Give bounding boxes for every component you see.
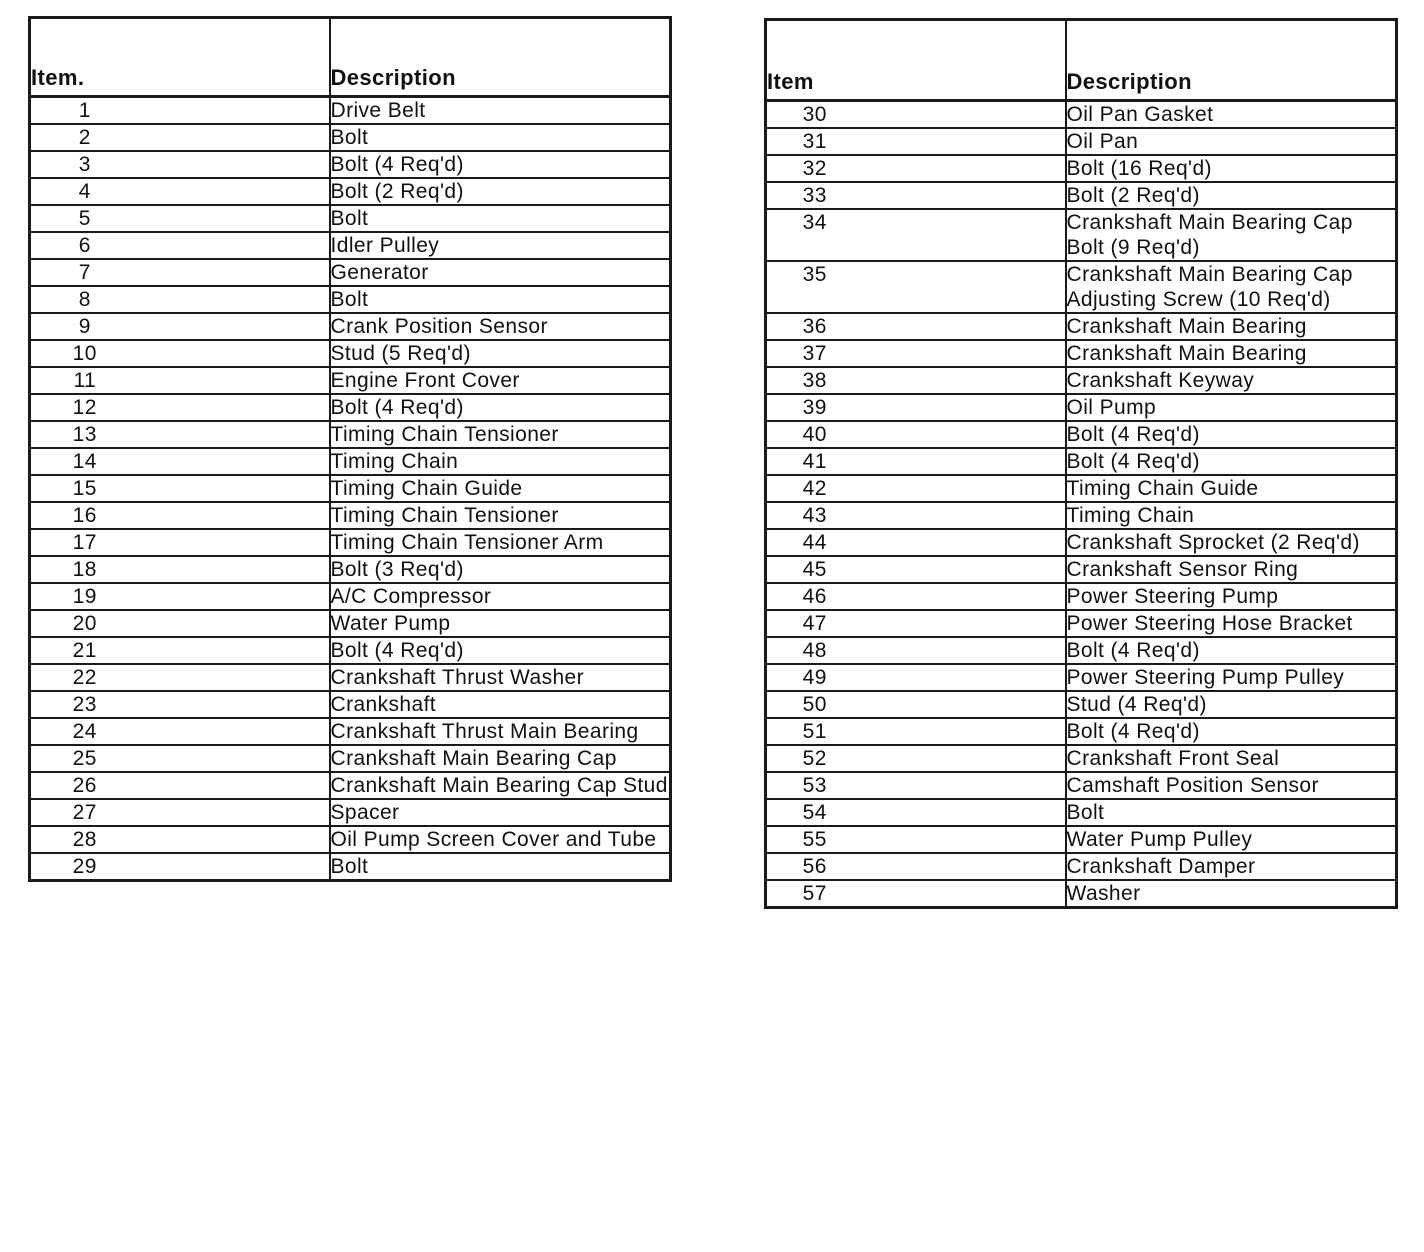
table-row xyxy=(766,394,1397,421)
description-column-header: Description xyxy=(330,18,671,97)
item-number: 53 xyxy=(766,772,1066,799)
item-number: 51 xyxy=(766,718,1066,745)
item-description: Bolt (16 Req'd) xyxy=(1066,155,1397,182)
item-description: Bolt xyxy=(330,205,671,232)
item-description: Crankshaft xyxy=(330,691,671,718)
item-description: Timing Chain Guide xyxy=(1066,475,1397,502)
item-description: Oil Pan Gasket xyxy=(1066,101,1397,129)
table-row xyxy=(766,826,1397,853)
item-number: 11 xyxy=(30,367,330,394)
table-row xyxy=(766,448,1397,475)
item-number: 44 xyxy=(766,529,1066,556)
item-description: Bolt (4 Req'd) xyxy=(330,637,671,664)
table-row xyxy=(30,340,671,367)
item-description: Bolt (4 Req'd) xyxy=(1066,637,1397,664)
item-description: Timing Chain Tensioner xyxy=(330,502,671,529)
item-number: 8 xyxy=(30,286,330,313)
table-row xyxy=(766,155,1397,182)
table-row xyxy=(766,421,1397,448)
item-description: Crankshaft Thrust Main Bearing xyxy=(330,718,671,745)
table-row xyxy=(30,745,671,772)
table-row xyxy=(766,182,1397,209)
item-number: 17 xyxy=(30,529,330,556)
table-row xyxy=(30,664,671,691)
item-description: Bolt xyxy=(330,286,671,313)
table-row xyxy=(766,367,1397,394)
header-row xyxy=(766,20,1397,101)
item-description: Bolt (4 Req'd) xyxy=(1066,421,1397,448)
item-number: 18 xyxy=(30,556,330,583)
table-row xyxy=(30,313,671,340)
table-row xyxy=(766,880,1397,908)
item-number: 56 xyxy=(766,853,1066,880)
item-description: Bolt xyxy=(330,124,671,151)
item-number: 4 xyxy=(30,178,330,205)
item-description: Engine Front Cover xyxy=(330,367,671,394)
table-row xyxy=(766,745,1397,772)
item-number: 37 xyxy=(766,340,1066,367)
item-description: Oil Pump Screen Cover and Tube xyxy=(330,826,671,853)
table-row xyxy=(766,853,1397,880)
item-description: Bolt xyxy=(1066,799,1397,826)
table-row xyxy=(30,178,671,205)
item-description: Timing Chain Tensioner Arm xyxy=(330,529,671,556)
item-number: 46 xyxy=(766,583,1066,610)
item-number: 55 xyxy=(766,826,1066,853)
item-description: Bolt (2 Req'd) xyxy=(330,178,671,205)
item-description: Crankshaft Thrust Washer xyxy=(330,664,671,691)
item-number: 5 xyxy=(30,205,330,232)
item-number: 32 xyxy=(766,155,1066,182)
table-row xyxy=(30,394,671,421)
table-row xyxy=(766,691,1397,718)
item-number: 48 xyxy=(766,637,1066,664)
parts-table-right xyxy=(764,18,1398,909)
table-row xyxy=(766,101,1397,129)
item-number: 52 xyxy=(766,745,1066,772)
item-description: Oil Pan xyxy=(1066,128,1397,155)
item-description: Crankshaft Main Bearing Cap Stud xyxy=(330,772,671,799)
table-row xyxy=(766,637,1397,664)
item-number: 6 xyxy=(30,232,330,259)
table-row xyxy=(30,448,671,475)
item-description: Crankshaft Damper xyxy=(1066,853,1397,880)
table-row xyxy=(30,124,671,151)
item-description: Drive Belt xyxy=(330,97,671,125)
item-description: Timing Chain Guide xyxy=(330,475,671,502)
item-column-header: Item xyxy=(766,20,1066,101)
table-row xyxy=(30,556,671,583)
parts-table-left xyxy=(28,16,672,882)
item-description: Power Steering Hose Bracket xyxy=(1066,610,1397,637)
item-description: Crankshaft Sprocket (2 Req'd) xyxy=(1066,529,1397,556)
item-description: A/C Compressor xyxy=(330,583,671,610)
item-number: 29 xyxy=(30,853,330,881)
item-description: Oil Pump xyxy=(1066,394,1397,421)
table-row xyxy=(766,718,1397,745)
item-description: Spacer xyxy=(330,799,671,826)
table-row xyxy=(30,853,671,881)
item-description: Crankshaft Main Bearing Cap xyxy=(330,745,671,772)
item-description: Crankshaft Keyway xyxy=(1066,367,1397,394)
item-number: 9 xyxy=(30,313,330,340)
item-number: 47 xyxy=(766,610,1066,637)
item-number: 36 xyxy=(766,313,1066,340)
item-description: Bolt (4 Req'd) xyxy=(1066,448,1397,475)
item-description: Bolt (4 Req'd) xyxy=(330,394,671,421)
table-row xyxy=(30,529,671,556)
item-description: Idler Pulley xyxy=(330,232,671,259)
table-row xyxy=(766,610,1397,637)
item-description: Crankshaft Main Bearing Cap Adjusting Screw (10 Req'd) xyxy=(1066,261,1397,313)
table-row xyxy=(766,313,1397,340)
item-description: Bolt (2 Req'd) xyxy=(1066,182,1397,209)
item-description: Camshaft Position Sensor xyxy=(1066,772,1397,799)
table-row xyxy=(30,637,671,664)
table-row xyxy=(30,286,671,313)
table-row xyxy=(30,475,671,502)
table-row xyxy=(766,583,1397,610)
item-description: Timing Chain Tensioner xyxy=(330,421,671,448)
table-row xyxy=(766,556,1397,583)
item-number: 42 xyxy=(766,475,1066,502)
table-row xyxy=(30,421,671,448)
item-description: Stud (4 Req'd) xyxy=(1066,691,1397,718)
item-number: 40 xyxy=(766,421,1066,448)
table-row xyxy=(766,772,1397,799)
description-column-header: Description xyxy=(1066,20,1397,101)
table-row xyxy=(766,502,1397,529)
item-number: 54 xyxy=(766,799,1066,826)
item-number: 12 xyxy=(30,394,330,421)
table-row xyxy=(766,475,1397,502)
table-row xyxy=(30,583,671,610)
item-number: 39 xyxy=(766,394,1066,421)
table-row xyxy=(766,340,1397,367)
item-number: 25 xyxy=(30,745,330,772)
table-row xyxy=(766,664,1397,691)
table-row xyxy=(30,151,671,178)
table-row xyxy=(30,610,671,637)
item-number: 33 xyxy=(766,182,1066,209)
item-number: 41 xyxy=(766,448,1066,475)
item-number: 13 xyxy=(30,421,330,448)
item-description: Timing Chain xyxy=(1066,502,1397,529)
item-description: Crankshaft Main Bearing Cap Bolt (9 Req'd) xyxy=(1066,209,1397,261)
table-row xyxy=(30,799,671,826)
item-number: 28 xyxy=(30,826,330,853)
table-row xyxy=(766,799,1397,826)
item-number: 10 xyxy=(30,340,330,367)
item-description: Timing Chain xyxy=(330,448,671,475)
item-description: Bolt (4 Req'd) xyxy=(1066,718,1397,745)
item-description: Generator xyxy=(330,259,671,286)
item-column-header: Item. xyxy=(30,18,330,97)
item-number: 16 xyxy=(30,502,330,529)
item-description: Crank Position Sensor xyxy=(330,313,671,340)
table-row xyxy=(30,232,671,259)
item-number: 43 xyxy=(766,502,1066,529)
item-number: 2 xyxy=(30,124,330,151)
item-description: Bolt xyxy=(330,853,671,881)
item-description: Stud (5 Req'd) xyxy=(330,340,671,367)
item-number: 24 xyxy=(30,718,330,745)
item-number: 31 xyxy=(766,128,1066,155)
item-number: 7 xyxy=(30,259,330,286)
item-number: 57 xyxy=(766,880,1066,908)
item-description: Crankshaft Main Bearing xyxy=(1066,313,1397,340)
item-number: 49 xyxy=(766,664,1066,691)
item-number: 1 xyxy=(30,97,330,125)
table-row xyxy=(30,826,671,853)
item-number: 14 xyxy=(30,448,330,475)
item-description: Crankshaft Sensor Ring xyxy=(1066,556,1397,583)
table-row xyxy=(30,259,671,286)
item-description: Washer xyxy=(1066,880,1397,908)
table-row xyxy=(766,209,1397,261)
table-row xyxy=(766,261,1397,313)
item-number: 26 xyxy=(30,772,330,799)
table-row xyxy=(30,367,671,394)
item-number: 23 xyxy=(30,691,330,718)
item-number: 15 xyxy=(30,475,330,502)
item-number: 30 xyxy=(766,101,1066,129)
item-description: Crankshaft Front Seal xyxy=(1066,745,1397,772)
header-row xyxy=(30,18,671,97)
item-number: 45 xyxy=(766,556,1066,583)
item-number: 20 xyxy=(30,610,330,637)
item-number: 35 xyxy=(766,261,1066,313)
item-description: Power Steering Pump xyxy=(1066,583,1397,610)
table-row xyxy=(30,718,671,745)
table-row xyxy=(30,97,671,125)
table-row xyxy=(30,772,671,799)
table-row xyxy=(766,529,1397,556)
item-description: Bolt (3 Req'd) xyxy=(330,556,671,583)
item-number: 38 xyxy=(766,367,1066,394)
item-number: 3 xyxy=(30,151,330,178)
table-row xyxy=(30,502,671,529)
table-row xyxy=(30,691,671,718)
item-number: 21 xyxy=(30,637,330,664)
item-number: 19 xyxy=(30,583,330,610)
item-description: Water Pump Pulley xyxy=(1066,826,1397,853)
item-description: Bolt (4 Req'd) xyxy=(330,151,671,178)
item-description: Crankshaft Main Bearing xyxy=(1066,340,1397,367)
item-number: 27 xyxy=(30,799,330,826)
item-description: Power Steering Pump Pulley xyxy=(1066,664,1397,691)
item-number: 34 xyxy=(766,209,1066,261)
item-description: Water Pump xyxy=(330,610,671,637)
table-row xyxy=(766,128,1397,155)
item-number: 50 xyxy=(766,691,1066,718)
item-number: 22 xyxy=(30,664,330,691)
table-row xyxy=(30,205,671,232)
